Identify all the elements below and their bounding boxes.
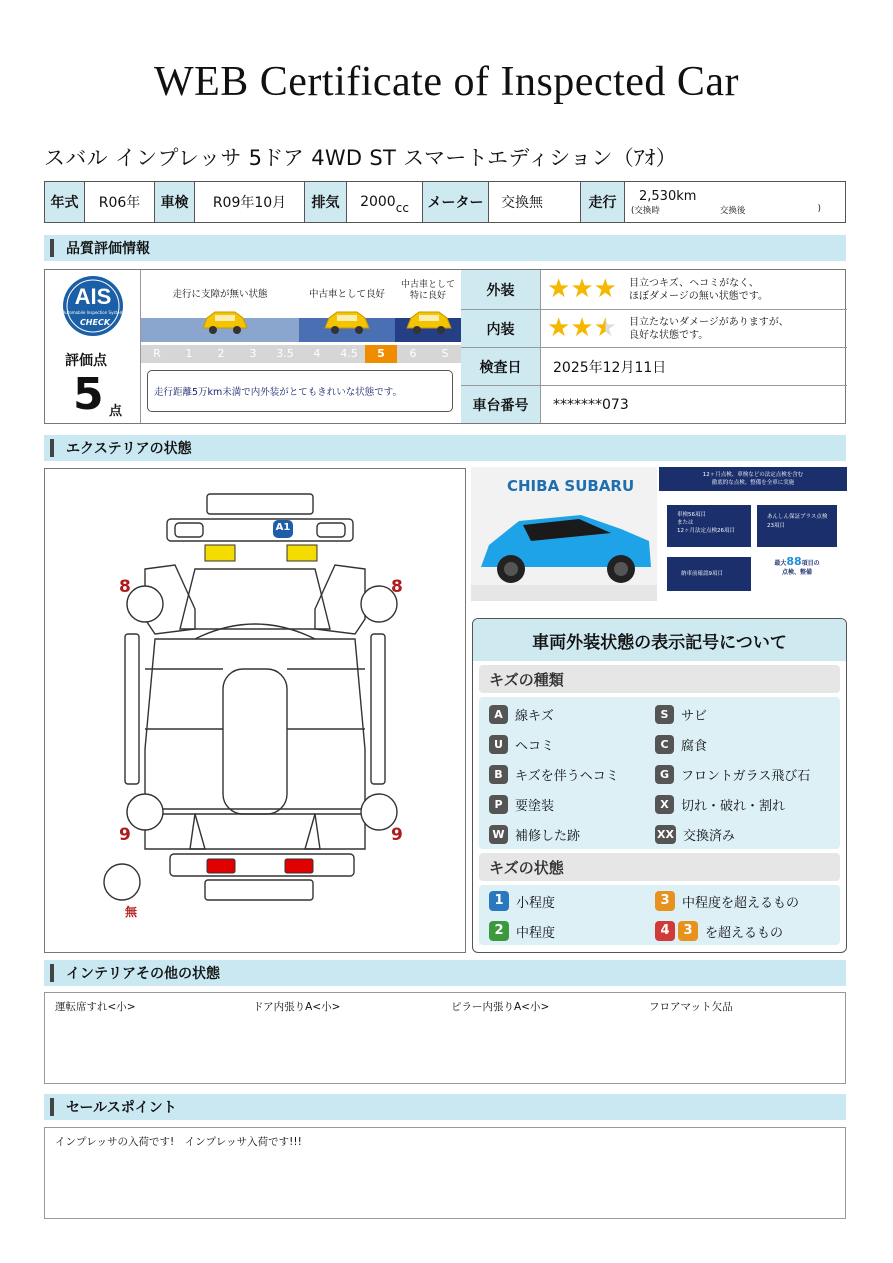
interior-item: フロアマット欠品 xyxy=(649,1001,733,1013)
interior-section-title: インテリアその他の状態 xyxy=(66,966,220,982)
legend-type-label: 線キズ xyxy=(515,709,554,724)
legend-type-item xyxy=(655,765,810,784)
legend-type-item xyxy=(655,705,707,724)
legend-state-item xyxy=(655,891,799,911)
banner-header-2: 徹底的な点検、整備を全車に実施 xyxy=(711,480,795,486)
shaken-value: R09年10月 xyxy=(195,182,305,222)
spec-table xyxy=(44,181,846,223)
legend-type-key: W xyxy=(489,825,508,844)
legend-type-label: キズを伴うヘコミ xyxy=(515,769,619,784)
interior-item: ドア内張りA<小> xyxy=(253,1001,341,1013)
legend-type-key: P xyxy=(489,795,508,814)
sales-point-text: インプレッサの入荷です! インプレッサ入荷です!!! xyxy=(55,1136,302,1148)
interior-desc-1: 目立たないダメージがありますが、 xyxy=(629,317,789,328)
chassis-value: *******073 xyxy=(553,396,629,413)
interior-row xyxy=(461,310,847,348)
band3-line1: 中古車として xyxy=(400,280,455,290)
evaluation-grid xyxy=(461,270,847,423)
interior-item: 運転席すれ<小> xyxy=(55,1001,136,1013)
tire-rear-right-tread: 9 xyxy=(391,825,403,845)
tire-front-left-tread: 8 xyxy=(119,577,131,597)
scale-step: 3.5 xyxy=(276,347,294,360)
legend-type-label: 交換済み xyxy=(682,829,735,844)
legend-type-item xyxy=(489,825,580,844)
scale-step: 4 xyxy=(313,347,321,360)
car-icon-band1 xyxy=(199,306,251,340)
score-value: 5 xyxy=(73,369,104,420)
exterior-section-title: エクステリアの状態 xyxy=(66,441,192,457)
damage-legend xyxy=(472,618,847,953)
legend-state-title: キズの状態 xyxy=(479,853,840,881)
exterior-desc xyxy=(629,277,768,303)
exterior-label: 外装 xyxy=(461,270,541,309)
displacement-unit: cc xyxy=(395,201,409,215)
quality-section-title: 品質評価情報 xyxy=(66,241,150,257)
sales-section-header xyxy=(44,1094,846,1120)
quality-section-header xyxy=(44,235,846,261)
banner-box-1-line1: 車検56項目 xyxy=(677,512,706,518)
car-photo-icon xyxy=(471,467,657,601)
displacement-value: 2000 xyxy=(360,194,396,210)
legend-type-label: 要塗装 xyxy=(515,799,555,814)
legend-type-key: S xyxy=(655,705,674,724)
dealer-banner xyxy=(471,467,847,601)
scale-step: 4.5 xyxy=(340,347,358,360)
car-icon-band2 xyxy=(321,306,373,340)
banner-max: 最大 xyxy=(774,560,787,567)
star-icon: ★ xyxy=(547,313,571,343)
mileage-note-after: 交換後 xyxy=(719,205,746,216)
band3-label xyxy=(395,280,461,302)
legend-type-key: B xyxy=(489,765,508,784)
scale-step: 1 xyxy=(185,347,193,360)
displacement-cell xyxy=(347,182,423,222)
scale-step: S xyxy=(441,347,449,360)
meter-label: メーター xyxy=(423,182,489,222)
banner-max-line2: 点検、整備 xyxy=(781,569,812,576)
ais-check: CHECK xyxy=(79,318,111,327)
displacement-label: 排気 xyxy=(305,182,347,222)
legend-state-key: 1 xyxy=(489,891,509,911)
legend-state-label: 中程度 xyxy=(516,925,556,941)
banner-box-2-line2: 23項目 xyxy=(767,523,785,529)
legend-type-label: 補修した跡 xyxy=(515,829,581,844)
star-icon: ★ xyxy=(570,313,594,343)
inspection-date-label: 検査日 xyxy=(461,348,541,385)
legend-state-label: を超えるもの xyxy=(705,925,784,941)
banner-box-2-line1: あんしん保証プラス点検 xyxy=(767,514,828,520)
legend-type-item xyxy=(655,795,785,814)
tire-rear-left-tread: 9 xyxy=(119,825,131,845)
sales-point-box xyxy=(44,1127,846,1219)
inspection-date-row xyxy=(461,348,847,386)
band2-label: 中古車として良好 xyxy=(308,289,385,300)
legend-state-key: 3 xyxy=(678,921,698,941)
mileage-cell xyxy=(625,182,845,222)
year-label: 年式 xyxy=(45,182,85,222)
dealer-name: CHIBA SUBARU xyxy=(507,477,635,495)
exterior-diagram xyxy=(44,468,466,953)
legend-type-key: X xyxy=(655,795,674,814)
mileage-label: 走行 xyxy=(581,182,625,222)
interior-item: ピラー内張りA<小> xyxy=(451,1001,550,1013)
legend-type-label: 腐食 xyxy=(681,739,708,754)
legend-state-item xyxy=(655,921,783,941)
scale-step: R xyxy=(153,347,161,360)
legend-type-label: 切れ・破れ・割れ xyxy=(681,799,786,814)
banner-box-1 xyxy=(667,505,751,547)
exterior-section-header xyxy=(44,435,846,461)
legend-type-key: A xyxy=(489,705,508,724)
score-note: 走行距離5万km未満で内外装がとてもきれいな状態です。 xyxy=(147,370,453,412)
ais-logo xyxy=(55,274,131,340)
chassis-row xyxy=(461,386,847,423)
legend-type-key: U xyxy=(489,735,508,754)
legend-state-key: 4 xyxy=(655,921,675,941)
exterior-row xyxy=(461,270,847,310)
legend-type-key: XX xyxy=(655,825,676,844)
legend-state-key: 3 xyxy=(655,891,675,911)
meter-value: 交換無 xyxy=(489,182,581,222)
interior-notes xyxy=(44,992,846,1084)
interior-label: 内装 xyxy=(461,310,541,347)
legend-type-key: G xyxy=(655,765,674,784)
mileage-note-close: ) xyxy=(817,203,821,214)
legend-type-key: C xyxy=(655,735,674,754)
interior-desc-2: 良好な状態です。 xyxy=(629,330,709,341)
banner-box-1-line3: 12ヶ月法定点検26項目 xyxy=(677,528,735,534)
mileage-value: 2,530km xyxy=(639,188,697,204)
half-star-icon: ★ xyxy=(593,313,617,343)
legend-type-label: フロントガラス飛び石 xyxy=(681,769,811,784)
banner-box-4 xyxy=(757,557,837,597)
legend-type-item xyxy=(489,795,554,814)
scale-step: 2 xyxy=(217,347,225,360)
mileage-note-before: (交換時 xyxy=(631,205,660,216)
scale-step: 5 xyxy=(365,345,397,363)
page-title: WEB Certificate of Inspected Car xyxy=(153,59,740,105)
banner-box-3: 納車前確認9項目 xyxy=(667,557,751,591)
band-area xyxy=(141,270,461,342)
interior-stars xyxy=(547,315,617,341)
banner-box-1-line2: または xyxy=(677,520,694,526)
legend-state-item xyxy=(489,891,555,911)
legend-types xyxy=(479,697,840,849)
ais-subtitle: Automobile Inspection System xyxy=(62,310,124,315)
legend-state-item xyxy=(489,921,555,941)
year-value: R06年 xyxy=(85,182,155,222)
chassis-label: 車台番号 xyxy=(461,386,541,423)
banner-header-1: 12ヶ月点検、車検などの法定点検を含む xyxy=(702,472,804,478)
exterior-stars xyxy=(547,276,617,302)
band1-label: 走行に支障が無い状態 xyxy=(172,289,268,300)
star-icon: ★ xyxy=(570,274,594,304)
interior-desc xyxy=(629,316,789,342)
legend-types-title: キズの種類 xyxy=(479,665,840,693)
banner-max-suffix: 項目の xyxy=(801,560,820,567)
legend-state-key: 2 xyxy=(489,921,509,941)
legend-state-label: 小程度 xyxy=(516,895,556,911)
score-unit: 点 xyxy=(109,404,123,419)
tire-front-right-tread: 8 xyxy=(391,577,403,597)
mileage-note xyxy=(631,204,821,216)
legend-states xyxy=(479,885,840,945)
exterior-desc-2: ほぼダメージの無い状態です。 xyxy=(629,291,768,302)
banner-box-2 xyxy=(757,505,837,547)
car-outline-diagram xyxy=(45,469,465,952)
legend-type-item xyxy=(655,825,735,844)
score-label: 評価点 xyxy=(65,353,107,369)
interior-section-header xyxy=(44,960,846,986)
score-scale xyxy=(141,345,461,363)
legend-state-label: 中程度を超えるもの xyxy=(682,895,800,911)
sales-section-title: セールスポイント xyxy=(66,1100,177,1116)
legend-type-item xyxy=(489,765,619,784)
shaken-label: 車検 xyxy=(155,182,195,222)
car-icon-band3 xyxy=(403,306,455,340)
star-icon: ★ xyxy=(593,274,617,304)
exterior-desc-1: 目立つキズ、ヘコミがなく、 xyxy=(629,278,759,289)
evaluation-box xyxy=(44,269,846,424)
damage-mark-a1[interactable]: A1 xyxy=(275,522,291,533)
inspection-date-value: 2025年12月11日 xyxy=(553,359,667,376)
car-name: スバル インプレッサ 5ドア 4WD ST スマートエディション（ｱｵ） xyxy=(44,146,677,170)
scale-step: 6 xyxy=(409,347,417,360)
banner-max-number: 88 xyxy=(786,555,802,568)
spare-tire-mark: 無 xyxy=(125,905,138,919)
banner-photo xyxy=(471,467,657,601)
band3-line2: 特に良好 xyxy=(409,291,446,301)
legend-type-label: ヘコミ xyxy=(515,739,555,754)
legend-type-label: サビ xyxy=(681,709,708,724)
legend-type-item xyxy=(489,735,554,754)
star-icon: ★ xyxy=(547,274,571,304)
legend-type-item xyxy=(655,735,707,754)
legend-type-item xyxy=(489,705,554,724)
scale-step: 3 xyxy=(249,347,257,360)
ais-text: AIS xyxy=(74,284,112,309)
banner-header xyxy=(659,467,847,491)
legend-title: 車両外装状態の表示記号について xyxy=(473,619,846,661)
